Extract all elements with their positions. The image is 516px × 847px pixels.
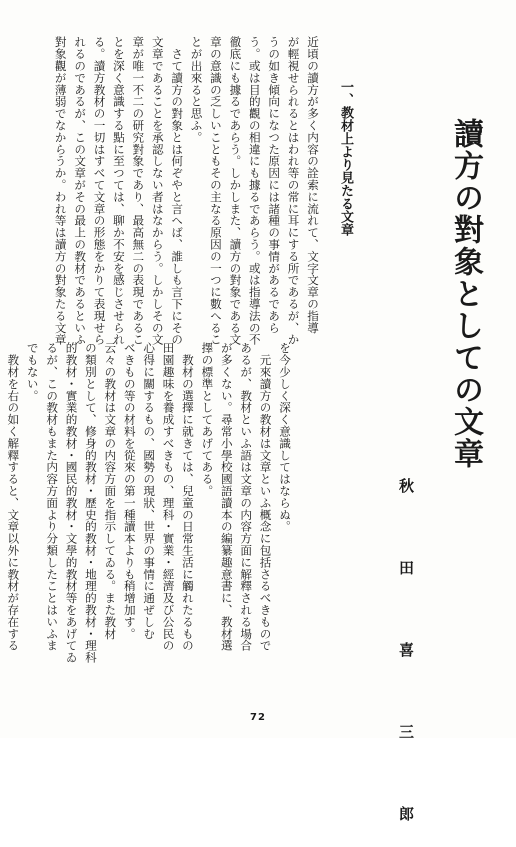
lower-body-text xyxy=(0,342,294,706)
text-column: とが出來ると思ふ。 xyxy=(189,36,204,144)
text-column: 章が唯一不二の研究對象であり、最高無二の表現であるこ xyxy=(131,36,146,346)
text-column: るが、この教材もまた内容方面より分類したことはいふま xyxy=(45,342,60,652)
text-column: さて讀方の對象とは何ぞやと言へば、誰しも言下にその xyxy=(170,36,185,346)
text-column: 近頃の讀方が多く内容の詮索に流れて、文字文章の指導 xyxy=(306,36,320,334)
article-author: 秋 田 喜 三 郎 xyxy=(397,478,415,847)
text-column: とを深く意識する點に至つては、聊か不安を感じさせられ xyxy=(111,36,126,346)
text-column: 章の意識の乏しいこともその主なる原因の一つに數へるこ xyxy=(208,36,223,346)
text-column: 教材の選擇に就きては、兒童の日常生活に觸れたるもの xyxy=(180,342,195,652)
text-column: を今少しく深く意識してはならぬ。 xyxy=(278,342,292,533)
text-column: でもない。 xyxy=(25,342,40,402)
text-column: る。讀方教材の一切はすべて文章の形態をかりて表現せら xyxy=(92,36,107,346)
text-column: 的教材・實業的教材・國民的教材・文學的教材等をあげてゐ xyxy=(64,342,79,664)
text-column: 擇の標準としてあげてある。 xyxy=(200,342,215,497)
text-column: 云々の教材は文章の内容方面を指示してゐる。また教材 xyxy=(103,342,118,640)
article-title: 讀方の對象としての文章 xyxy=(448,118,483,470)
text-column: 對象觀が薄弱でなからうか。われ等は讀方の對象たる文章 xyxy=(53,36,68,346)
text-column: 教材を右の如く解釋すると、文章以外に教材が存在する xyxy=(6,342,21,652)
text-column: 田園趣味を養成すべきもの、理科・實業・經濟及び公民の xyxy=(161,342,176,652)
text-column: の類別として、修身的教材・歷史的教材・地理的教材・理科 xyxy=(83,342,98,664)
text-column: 元來讀方の教材は文章といふ概念に包括さるべきもので xyxy=(258,342,273,652)
text-column: 文章であることを承認しない者はなからう。しかしその文 xyxy=(150,36,165,346)
text-column: あるが、教材といふ語は文章の内容方面に解釋される場合 xyxy=(239,342,254,652)
text-column: う。或は目的觀の相違にも據るであらう。或は指導法の不 xyxy=(247,36,262,346)
page-number: 72 xyxy=(250,712,266,723)
section-heading: 一、教材上より見たる文章 xyxy=(338,80,353,236)
text-column: が多くない。尋常小學校國語讀本の編纂趣意書に、教材選 xyxy=(219,342,234,652)
text-column: が輕視せられるとはわれ等の常に耳にする所であるが、か xyxy=(286,36,301,346)
text-column: べきもの等の材料を從來の第一種讀本よりも稍增加す。 xyxy=(122,342,137,640)
text-column xyxy=(0,342,3,706)
text-column: れるのであるが、この文章がその最上の教材であるといふ xyxy=(73,36,88,346)
text-column: うの如き傾向になつた原因には諸種の事情があるであら xyxy=(267,36,282,334)
upper-body-text xyxy=(50,36,322,352)
text-column: 心得に關するもの、國勢の現狀、世界の事情に通ぜしむ xyxy=(142,342,157,640)
text-column: 徹底にも據るであらう。しかしまた、讀方の對象である文 xyxy=(228,36,243,346)
